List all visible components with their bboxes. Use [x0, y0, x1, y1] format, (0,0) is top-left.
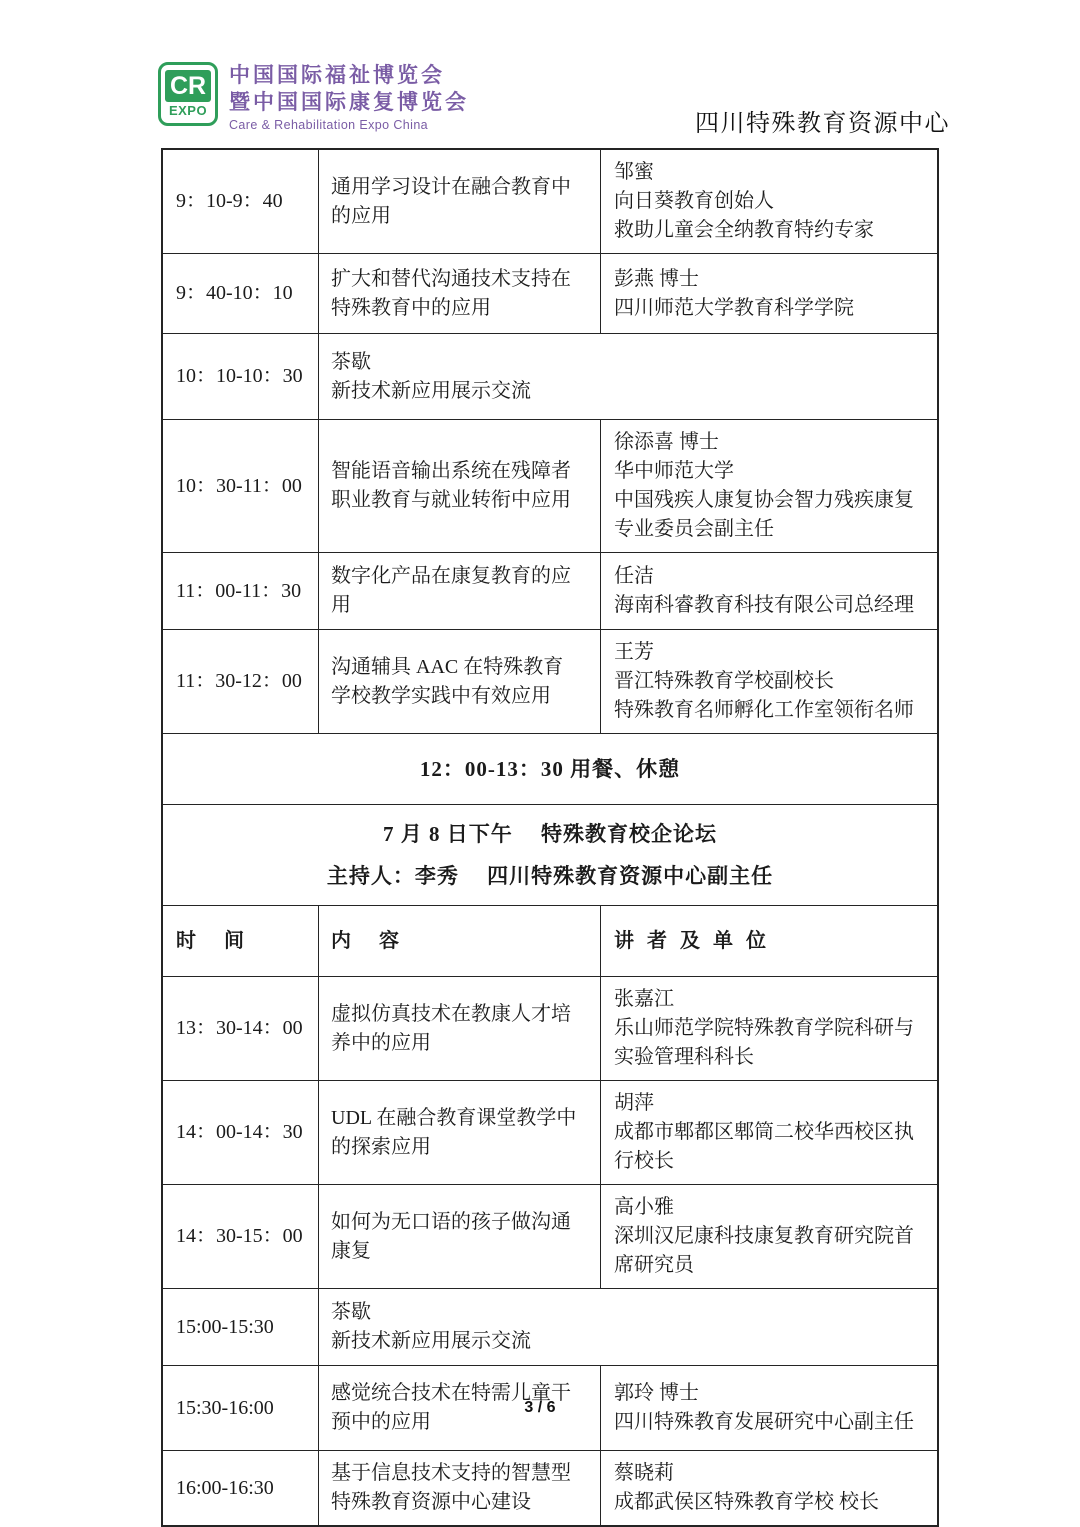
speaker-cell	[601, 150, 937, 253]
schedule-row-tea-break	[163, 1289, 937, 1366]
content-cell: 如何为无口语的孩子做沟通康复	[319, 1185, 601, 1288]
speaker-line: 救助儿童会全纳教育特约专家	[614, 219, 874, 241]
speaker-line: 中国残疾人康复协会智力残疾康复专业委员会副主任	[614, 489, 914, 540]
schedule-row	[163, 630, 937, 734]
content-line: 新技术新应用展示交流	[331, 379, 531, 402]
logo-title-line1: 中国国际福祉博览会	[229, 64, 445, 87]
column-header-time: 时 间	[163, 906, 319, 976]
schedule-row	[163, 1185, 937, 1289]
time-cell: 10：30-11：00	[163, 420, 319, 552]
speaker-line: 任洁	[614, 565, 654, 587]
speaker-cell	[601, 1081, 937, 1184]
time-cell: 10：10-10：30	[163, 334, 319, 419]
speaker-line: 乐山师范学院特殊教育学院科研与实验管理科科长	[614, 1017, 914, 1068]
cr-expo-logo-badge	[158, 62, 218, 126]
cr-expo-logo	[158, 62, 469, 132]
session-header-row	[163, 805, 937, 906]
content-cell: UDL 在融合教育课堂教学中的探索应用	[319, 1081, 601, 1184]
speaker-line: 王芳	[614, 641, 654, 663]
time-cell: 15:00-15:30	[163, 1289, 319, 1365]
speaker-cell	[601, 630, 937, 733]
content-line: 茶歇	[331, 350, 371, 373]
time-cell: 9：10-9：40	[163, 150, 319, 253]
content-cell: 沟通辅具 AAC 在特殊教育学校教学实践中有效应用	[319, 630, 601, 733]
content-line: 新技术新应用展示交流	[331, 1330, 531, 1352]
speaker-line: 高小雅	[614, 1196, 674, 1218]
speaker-line: 胡萍	[614, 1092, 654, 1114]
schedule-table	[161, 148, 939, 1527]
content-line: 茶歇	[331, 1301, 371, 1323]
column-header-speaker: 讲 者 及 单 位	[614, 929, 770, 952]
speaker-line: 成都武侯区特殊教育学校 校长	[614, 1491, 879, 1513]
logo-subtitle: Care & Rehabilitation Expo China	[229, 117, 429, 132]
session-title: 7 月 8 日下午 特殊教育校企论坛	[383, 822, 717, 846]
time-cell: 11：30-12：00	[163, 630, 319, 733]
schedule-row-tea-break	[163, 334, 937, 420]
speaker-line: 向日葵教育创始人	[614, 190, 774, 212]
speaker-line: 邹蜜	[614, 161, 654, 183]
speaker-cell	[601, 553, 937, 629]
speaker-cell	[601, 1451, 937, 1525]
time-cell: 15:30-16:00	[163, 1366, 319, 1450]
schedule-row	[163, 1081, 937, 1185]
time-cell: 13：30-14：00	[163, 977, 319, 1080]
speaker-cell	[601, 977, 937, 1080]
session-header	[163, 805, 937, 905]
time-cell: 14：00-14：30	[163, 1081, 319, 1184]
speaker-line: 郭玲 博士	[614, 1382, 699, 1404]
speaker-line: 华中师范大学	[614, 460, 734, 482]
schedule-row	[163, 553, 937, 630]
speaker-cell	[601, 1185, 937, 1288]
speaker-line: 蔡晓莉	[614, 1462, 674, 1484]
content-cell: 智能语音输出系统在残障者职业教育与就业转衔中应用	[319, 420, 601, 552]
schedule-row	[163, 977, 937, 1081]
document-header	[0, 0, 1080, 148]
column-header-content: 内 容	[319, 906, 601, 976]
lunch-break-row	[163, 734, 937, 805]
schedule-row	[163, 254, 937, 334]
logo-title-line2: 暨中国国际康复博览会	[229, 90, 469, 114]
speaker-line: 徐添喜 博士	[614, 431, 719, 453]
speaker-line: 四川特殊教育发展研究中心副主任	[614, 1411, 914, 1433]
content-cell: 通用学习设计在融合教育中的应用	[319, 150, 601, 253]
speaker-line: 特殊教育名师孵化工作室领衔名师	[614, 699, 914, 721]
speaker-line: 四川师范大学教育科学学院	[614, 296, 854, 319]
page-number: 3 / 6	[524, 1399, 556, 1416]
logo-expo-mark: EXPO	[168, 103, 208, 118]
content-cell	[319, 334, 937, 419]
speaker-line: 张嘉江	[614, 988, 674, 1010]
speaker-line: 晋江特殊教育学校副校长	[614, 670, 834, 692]
time-cell: 14：30-15：00	[163, 1185, 319, 1288]
time-cell: 11：00-11：30	[163, 553, 319, 629]
schedule-row	[163, 420, 937, 553]
session-host: 主持人：李秀 四川特殊教育资源中心副主任	[326, 864, 774, 888]
speaker-line: 彭燕 博士	[614, 267, 699, 290]
speaker-line: 深圳汉尼康科技康复教育研究院首席研究员	[614, 1225, 914, 1276]
content-cell: 基于信息技术支持的智慧型特殊教育资源中心建设	[319, 1451, 601, 1525]
lunch-break-label: 12：00-13：30 用餐、休憩	[419, 756, 681, 781]
content-cell: 感觉统合技术在特需儿童干预中的应用	[319, 1366, 601, 1450]
schedule-row	[163, 150, 937, 254]
speaker-cell	[601, 420, 937, 552]
speaker-line: 海南科睿教育科技有限公司总经理	[614, 594, 914, 616]
time-cell: 16:00-16:30	[163, 1451, 319, 1525]
org-title: 四川特殊教育资源中心	[695, 111, 950, 137]
content-cell: 扩大和替代沟通技术支持在特殊教育中的应用	[319, 254, 601, 333]
speaker-cell	[601, 254, 937, 333]
speaker-line: 成都市郫都区郫筒二校华西校区执行校长	[614, 1121, 914, 1172]
logo-wordmark	[229, 62, 469, 132]
logo-cr-mark: CR	[165, 70, 211, 102]
schedule-row	[163, 1451, 937, 1525]
content-cell: 虚拟仿真技术在教康人才培养中的应用	[319, 977, 601, 1080]
content-cell: 数字化产品在康复教育的应用	[319, 553, 601, 629]
column-header-row	[163, 906, 937, 977]
content-cell	[319, 1289, 937, 1365]
time-cell: 9：40-10：10	[163, 254, 319, 333]
